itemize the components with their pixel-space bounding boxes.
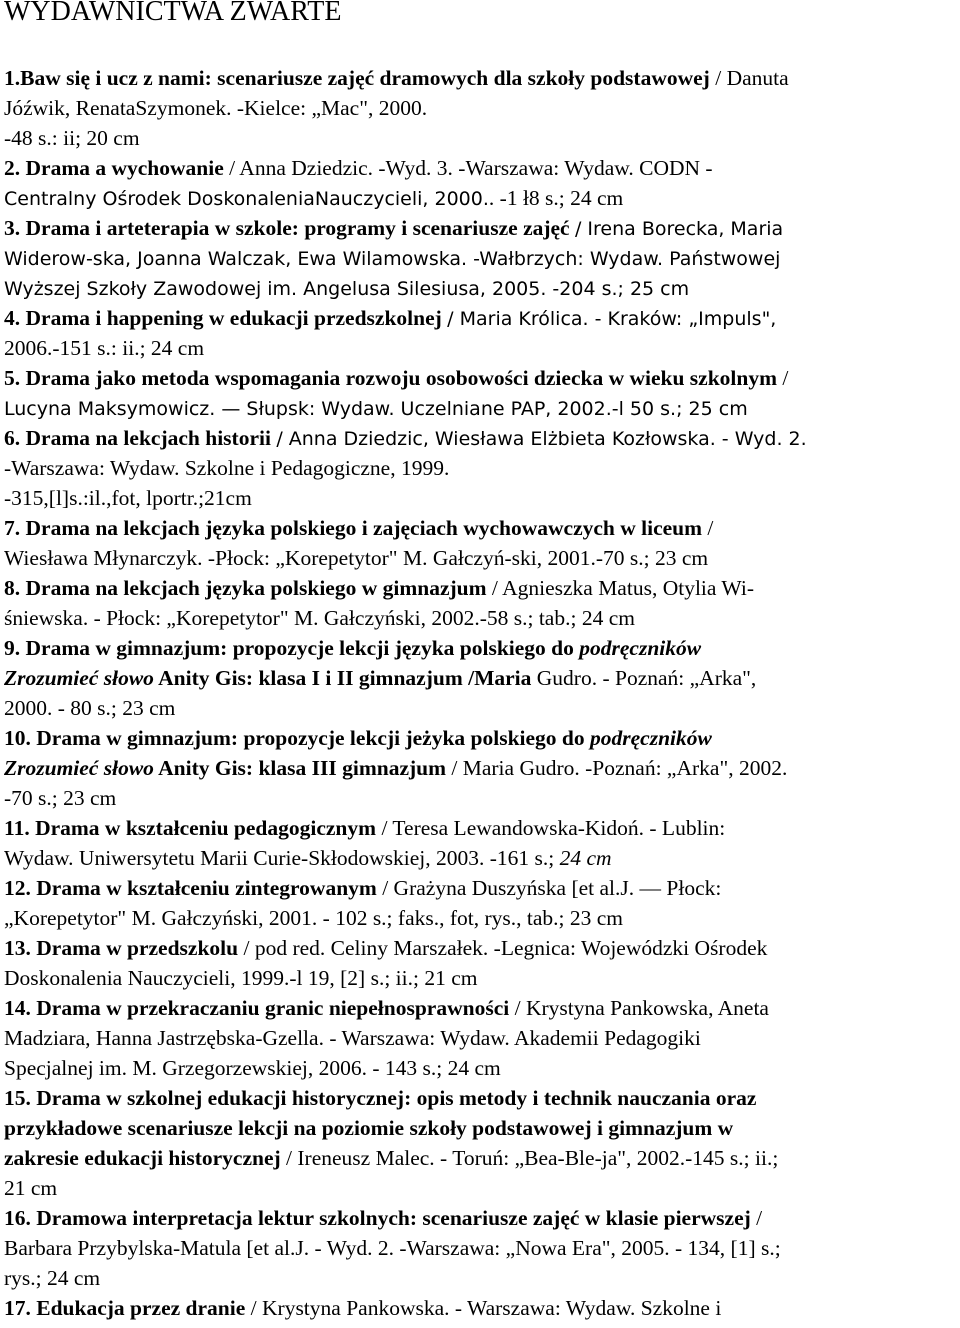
bibliography-line bbox=[4, 483, 956, 513]
text-segment: / Irena Borecka, Maria bbox=[574, 218, 784, 240]
bibliography-list bbox=[4, 63, 956, 1323]
bibliography-line bbox=[4, 633, 956, 663]
text-segment: Wydaw. Uniwersytetu Marii Curie-Skłodowskiej, 2003. -161 s.; bbox=[4, 846, 555, 870]
text-segment: / bbox=[782, 366, 789, 390]
text-segment: zakresie edukacji historycznej bbox=[4, 1146, 281, 1170]
bibliography-line bbox=[4, 543, 956, 573]
bibliography-line bbox=[4, 753, 956, 783]
text-segment: / bbox=[756, 1206, 763, 1230]
text-segment: 5. Drama jako metoda wspomagania rozwoju osobowości dziecka w wieku szkolnym bbox=[4, 366, 778, 390]
text-segment: / Ireneusz Malec. - Toruń: „Bea-Ble-ja", 2002.-145 s.; ii.; bbox=[286, 1146, 779, 1170]
bibliography-line bbox=[4, 1263, 956, 1293]
page-heading: WYDAWNICTWA ZWARTE bbox=[4, 0, 342, 27]
text-segment: rys.; 24 cm bbox=[4, 1266, 101, 1290]
text-segment: 1.Baw się i ucz z nami: scenariusze zajęć dramowych dla szkoły podstawowej bbox=[4, 66, 710, 90]
text-segment: Anity Gis: klasa III gimnazjum bbox=[153, 756, 447, 780]
text-segment: śniewska. - Płock: „Korepetytor" M. Gałczyński, 2002.-58 s.; tab.; 24 cm bbox=[4, 606, 635, 630]
bibliography-line bbox=[4, 693, 956, 723]
bibliography-line bbox=[4, 1173, 956, 1203]
bibliography-line bbox=[4, 723, 956, 753]
text-segment: Lucyna Maksymowicz. — Słupsk: Wydaw. Uczelniane PAP, 2002.-l 50 s.; 25 cm bbox=[4, 398, 748, 420]
text-segment: 3. Drama i arteterapia w szkole: programy i scenariusze zajęć bbox=[4, 216, 570, 240]
text-segment: / Maria Gudro. -Poznań: „Arka", 2002. bbox=[446, 756, 788, 780]
bibliography-line bbox=[4, 603, 956, 633]
text-segment: 6. Drama na lekcjach historii bbox=[4, 426, 271, 450]
text-segment: przykładowe scenariusze lekcji na poziomie szkoły podstawowej i gimnazjum w bbox=[4, 1116, 734, 1140]
text-segment: Anity Gis: klasa I i II gimnazjum /Maria bbox=[153, 666, 532, 690]
text-segment: Specjalnej im. M. Grzegorzewskiej, 2006. - 143 s.; 24 cm bbox=[4, 1056, 501, 1080]
bibliography-line bbox=[4, 213, 956, 243]
bibliography-line bbox=[4, 1203, 956, 1233]
text-segment: -70 s.; 23 cm bbox=[4, 786, 117, 810]
bibliography-line bbox=[4, 363, 956, 393]
bibliography-line bbox=[4, 393, 956, 423]
bibliography-line bbox=[4, 993, 956, 1023]
text-segment: podręczników bbox=[573, 636, 702, 660]
text-segment: -Warszawa: Wydaw. Szkolne i Pedagogiczne, 1999. bbox=[4, 456, 450, 480]
bibliography-line bbox=[4, 273, 956, 303]
text-segment: 11. Drama w kształceniu pedagogicznym bbox=[4, 816, 377, 840]
bibliography-line bbox=[4, 1143, 956, 1173]
text-segment: 15. Drama w szkolnej edukacji historycznej: opis metody i technik nauczania oraz bbox=[4, 1086, 757, 1110]
bibliography-line bbox=[4, 1113, 956, 1143]
text-segment: Madziara, Hanna Jastrzębska-Gzella. - Warszawa: Wydaw. Akademii Pedagogiki bbox=[4, 1026, 701, 1050]
text-segment: / Teresa Lewandowska-Kidoń. - Lublin: bbox=[381, 816, 726, 840]
text-segment: Jóźwik, RenataSzymonek. -Kielce: „Mac", 2000. bbox=[4, 96, 428, 120]
bibliography-line bbox=[4, 423, 956, 453]
bibliography-line bbox=[4, 1293, 956, 1323]
text-segment: 24 cm bbox=[554, 846, 612, 870]
text-segment: / bbox=[707, 516, 714, 540]
text-segment: 4. Drama i happening w edukacji przedszkolnej bbox=[4, 306, 442, 330]
text-segment: 2000. - 80 s.; 23 cm bbox=[4, 696, 176, 720]
bibliography-line bbox=[4, 123, 956, 153]
text-segment: / Krystyna Pankowska. - Warszawa: Wydaw. Szkolne i bbox=[250, 1296, 722, 1320]
bibliography-line bbox=[4, 513, 956, 543]
text-segment: -48 s.: ii; 20 cm bbox=[4, 126, 140, 150]
bibliography-line bbox=[4, 903, 956, 933]
bibliography-line bbox=[4, 303, 956, 333]
text-segment: Barbara Przybylska-Matula [et al.J. - Wyd. 2. -Warszawa: „Nowa Era", 2005. - 134, [1] s.; bbox=[4, 1236, 781, 1260]
text-segment: 9. Drama w gimnazjum: propozycje lekcji języka polskiego do bbox=[4, 636, 574, 660]
text-segment: 7. Drama na lekcjach języka polskiego i zajęciach wychowawczych w liceum bbox=[4, 516, 703, 540]
bibliography-line bbox=[4, 573, 956, 603]
text-segment: 2006.-151 s.: ii.; 24 cm bbox=[4, 336, 205, 360]
bibliography-line bbox=[4, 783, 956, 813]
bibliography-line bbox=[4, 93, 956, 123]
bibliography-line bbox=[4, 963, 956, 993]
text-segment: 10. Drama w gimnazjum: propozycje lekcji jeżyka polskiego do bbox=[4, 726, 585, 750]
text-segment: Wyższej Szkoły Zawodowej im. Angelusa Silesiusa, 2005. -204 s.; 25 cm bbox=[4, 278, 690, 300]
text-segment: podręczników bbox=[584, 726, 712, 750]
bibliography-line bbox=[4, 873, 956, 903]
bibliography-line bbox=[4, 1053, 956, 1083]
bibliography-line bbox=[4, 453, 956, 483]
text-segment: 16. Dramowa interpretacja lektur szkolnych: scenariusze zajęć w klasie pierwszej bbox=[4, 1206, 751, 1230]
text-segment: -315,[l]s.:il.,fot, lportr.;21cm bbox=[4, 486, 252, 510]
text-segment: / Maria Królica. - Kraków: „Impuls", bbox=[447, 308, 777, 330]
bibliography-line bbox=[4, 843, 956, 873]
text-segment: / Danuta bbox=[715, 66, 789, 90]
bibliography-line bbox=[4, 153, 956, 183]
text-segment: 21 cm bbox=[4, 1176, 58, 1200]
text-segment: . -1 ł8 s.; 24 cm bbox=[488, 186, 624, 210]
text-segment: Doskonalenia Nauczycieli, 1999.-l 19, [2] s.; ii.; 21 cm bbox=[4, 966, 478, 990]
bibliography-line bbox=[4, 63, 956, 93]
text-segment: / Agnieszka Matus, Otylia Wi- bbox=[491, 576, 754, 600]
text-segment: Wiesława Młynarczyk. -Płock: „Korepetytor" M. Gałczyń-ski, 2001.-70 s.; 23 cm bbox=[4, 546, 709, 570]
text-segment: Zrozumieć słowo bbox=[4, 666, 154, 690]
text-segment: Centralny Ośrodek DoskonaleniaNauczycieli, 2000. bbox=[4, 188, 489, 210]
bibliography-line bbox=[4, 1233, 956, 1263]
text-segment: 12. Drama w kształceniu zintegrowanym bbox=[4, 876, 377, 900]
text-segment: 8. Drama na lekcjach języka polskiego w gimnazjum bbox=[4, 576, 487, 600]
bibliography-line bbox=[4, 1023, 956, 1053]
text-segment: / Anna Dziedzic. -Wyd. 3. -Warszawa: Wydaw. CODN - bbox=[229, 156, 713, 180]
text-segment: 17. Edukacja przez dranie bbox=[4, 1296, 246, 1320]
text-segment: 2. Drama a wychowanie bbox=[4, 156, 224, 180]
bibliography-line bbox=[4, 333, 956, 363]
bibliography-line bbox=[4, 183, 956, 213]
text-segment: „Korepetytor" M. Gałczyński, 2001. - 102 s.; faks., fot, rys., tab.; 23 cm bbox=[4, 906, 624, 930]
text-segment: / Anna Dziedzic, Wiesława Elżbieta Kozłowska. - Wyd. 2. bbox=[276, 428, 807, 450]
bibliography-line bbox=[4, 813, 956, 843]
bibliography-line bbox=[4, 1083, 956, 1113]
text-segment: / pod red. Celiny Marszałek. -Legnica: Wojewódzki Ośrodek bbox=[243, 936, 768, 960]
text-segment: Widerow-ska, Joanna Walczak, Ewa Wilamowska. -Wałbrzych: Wydaw. Państwowej bbox=[4, 248, 781, 270]
text-segment: / Krystyna Pankowska, Aneta bbox=[514, 996, 769, 1020]
text-segment: Zrozumieć słowo bbox=[4, 756, 154, 780]
text-segment: 13. Drama w przedszkolu bbox=[4, 936, 239, 960]
bibliography-line bbox=[4, 663, 956, 693]
text-segment: / Grażyna Duszyńska [et al.J. — Płock: bbox=[382, 876, 722, 900]
bibliography-line bbox=[4, 933, 956, 963]
bibliography-line bbox=[4, 243, 956, 273]
text-segment: Gudro. - Poznań: „Arka", bbox=[531, 666, 757, 690]
text-segment: 14. Drama w przekraczaniu granic niepełnosprawności bbox=[4, 996, 510, 1020]
